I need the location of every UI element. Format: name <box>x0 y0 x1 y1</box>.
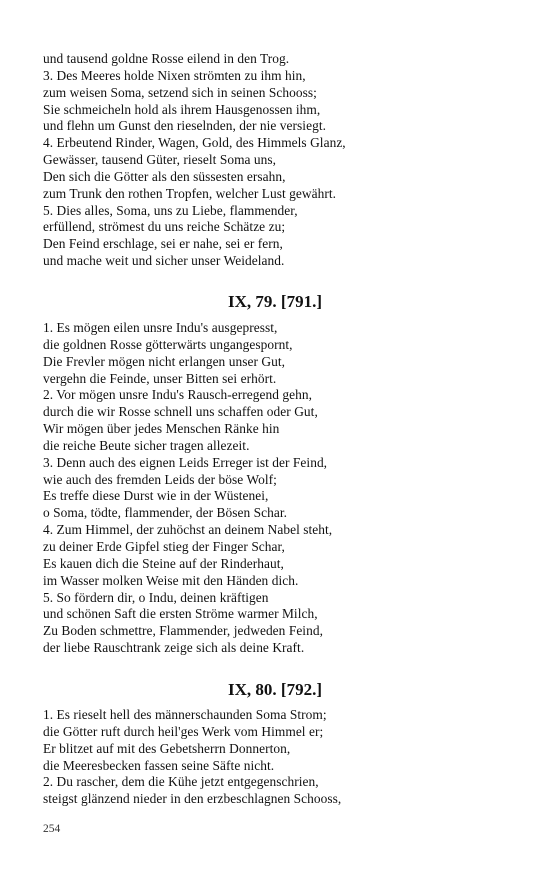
verse-line: Wir mögen über jedes Menschen Ränke hin <box>43 421 280 437</box>
verse-line: wie auch des fremden Leids der böse Wolf; <box>43 471 277 487</box>
verse-line: Gewässer, tausend Güter, rieselt Soma uns, <box>43 152 277 168</box>
verse-line: die Meeresbecken fassen seine Säfte nicht. <box>43 757 275 773</box>
verse-line: die reiche Beute sicher tragen allezeit. <box>43 437 250 453</box>
verse-line: der liebe Rauschtrank zeige sich als deine Kraft. <box>43 640 305 656</box>
verse-line: steigst glänzend nieder in den erzbeschlagnen Schooss, <box>43 791 342 807</box>
verse-line: die goldnen Rosse götterwärts ungangespornt, <box>43 336 293 352</box>
verse-line: Sie schmeicheln hold als ihrem Hausgenossen ihm, <box>43 101 321 117</box>
verse-line: Den sich die Götter als den süssesten ersahn, <box>43 168 286 184</box>
verse-line: 1. Es rieselt hell des männerschaunden Soma Strom; <box>43 707 327 722</box>
verse-line: o Soma, tödte, flammender, der Bösen Schar. <box>43 505 288 521</box>
verse-line: Den Feind erschlage, sei er nahe, sei er fern, <box>43 236 283 252</box>
verse-line: und tausend goldne Rosse eilend in den Trog. <box>43 51 290 66</box>
verse-line: 5. Dies alles, Soma, uns zu Liebe, flammender, <box>43 202 298 218</box>
verse-line: 4. Erbeutend Rinder, Wagen, Gold, des Himmels Glanz, <box>43 135 346 151</box>
verse-line: Zu Boden schmettre, Flammender, jedweden Feind, <box>43 623 323 639</box>
verse-line: 1. Es mögen eilen unsre Indu's ausgepresst, <box>43 320 278 335</box>
verse-block-continuation <box>43 51 513 270</box>
verse-line: 4. Zum Himmel, der zuhöchst an deinem Nabel steht, <box>43 522 333 538</box>
verse-line: Es kauen dich die Steine auf der Rinderhaut, <box>43 555 284 571</box>
verse-line: 5. So fördern dir, o Indu, deinen kräftigen <box>43 589 269 605</box>
verse-line: und flehn um Gunst den rieselnden, der nie versiegt. <box>43 118 326 134</box>
verse-line: vergehn die Feinde, unser Bitten sei erhört. <box>43 370 277 386</box>
verse-line: 2. Du rascher, dem die Kühe jetzt entgegenschrien, <box>43 774 319 790</box>
verse-line: zu deiner Erde Gipfel stieg der Finger Schar, <box>43 538 285 554</box>
verse-block-ix-80 <box>43 707 513 808</box>
verse-line: Die Frevler mögen nicht erlangen unser Gut, <box>43 353 285 369</box>
verse-line: und schönen Saft die ersten Ströme warmer Milch, <box>43 606 318 622</box>
verse-line: zum weisen Soma, setzend sich in seinen Schooss; <box>43 84 317 100</box>
verse-line: durch die wir Rosse schnell uns schaffen oder Gut, <box>43 404 318 420</box>
verse-line: Er blitzet auf mit des Gebetsherrn Donnerton, <box>43 740 291 756</box>
hymn-heading-ix-80: IX, 80. [792.] <box>228 680 322 699</box>
verse-line: 2. Vor mögen unsre Indu's Rausch-erregend gehn, <box>43 387 313 403</box>
verse-line: 3. Des Meeres holde Nixen strömten zu ihm hin, <box>43 67 306 83</box>
verse-line: die Götter ruft durch heil'ges Werk vom Himmel er; <box>43 723 324 739</box>
verse-line: Es treffe diese Durst wie in der Wüstenei, <box>43 488 269 504</box>
verse-block-ix-79 <box>43 320 513 657</box>
verse-line: erfüllend, strömest du uns reiche Schätze zu; <box>43 219 286 235</box>
verse-line: und mache weit und sicher unser Weideland. <box>43 253 285 269</box>
page-number: 254 <box>43 823 61 835</box>
verse-line: zum Trunk den rothen Tropfen, welcher Lust gewährt. <box>43 185 337 201</box>
verse-line: 3. Denn auch des eignen Leids Erreger ist der Feind, <box>43 454 328 470</box>
hymn-heading-ix-79: IX, 79. [791.] <box>228 292 322 311</box>
verse-line: im Wasser molken Weise mit den Händen dich. <box>43 572 299 588</box>
